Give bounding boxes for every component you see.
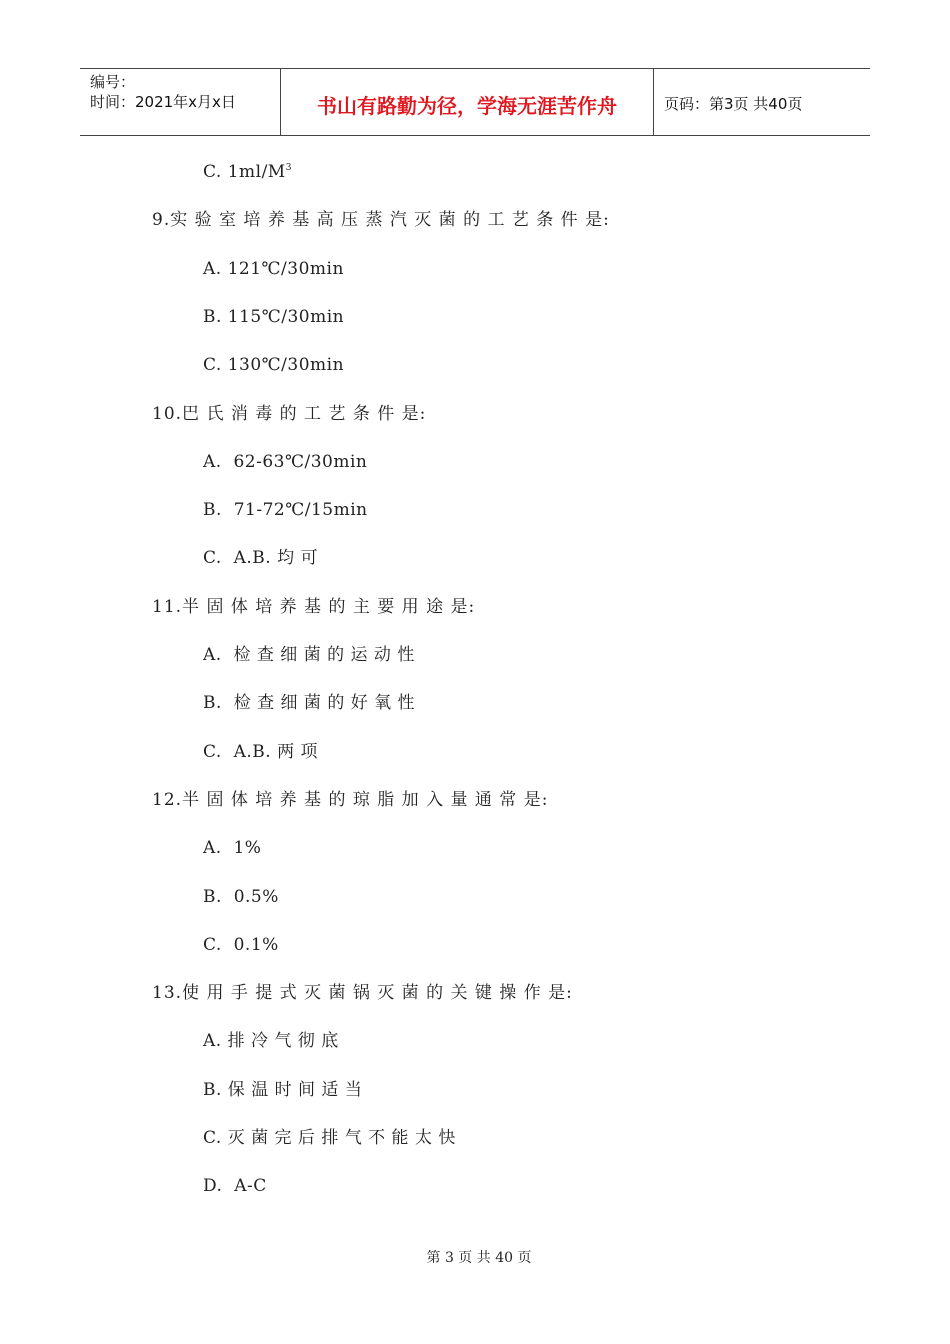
line-text: B. 115℃/30min: [203, 306, 345, 327]
header-page-info: 页码：第3页 共40页: [664, 94, 803, 113]
answer-option: [203, 354, 344, 376]
page-footer: 第 3 页 共 40 页: [426, 1250, 532, 1266]
line-text: C. 灭 菌 完 后 排 气 不 能 太 快: [203, 1128, 456, 1148]
line-text: B. 0.5%: [203, 886, 279, 907]
answer-option: [203, 934, 279, 956]
line-text: 9.实 验 室 培 养 基 高 压 蒸 汽 灭 菌 的 工 艺 条 件 是:: [152, 210, 610, 231]
answer-option: [203, 1079, 362, 1101]
answer-option: [203, 1030, 339, 1052]
line-text: A. 121℃/30min: [203, 258, 344, 279]
line-text: B. 保 温 时 间 适 当: [203, 1079, 363, 1100]
answer-option: [203, 258, 344, 280]
header-motto: 书山有路勤为径，学海无涯苦作舟: [281, 69, 654, 135]
header-time-label: 时间：2021年x月x日: [90, 93, 236, 111]
answer-option: [203, 1175, 267, 1197]
answer-option: [203, 306, 344, 328]
page-header: [80, 68, 870, 136]
line-text: A. 62-63℃/30min: [203, 451, 368, 472]
line-text: A. 检 查 细 菌 的 运 动 性: [203, 645, 415, 665]
question-text: [152, 596, 475, 618]
header-number-label: 编号：: [90, 73, 136, 91]
answer-option: [203, 499, 368, 521]
line-text: A. 1%: [203, 838, 262, 859]
answer-option: [203, 451, 367, 473]
answer-option: [203, 644, 415, 666]
answer-option: [203, 886, 279, 908]
line-text: 11.半 固 体 培 养 基 的 主 要 用 途 是:: [152, 596, 476, 617]
answer-option: [203, 837, 261, 859]
line-text: C. 1ml/M: [203, 162, 286, 182]
answer-option: [203, 741, 318, 763]
line-text: D. A-C: [203, 1176, 267, 1197]
line-text: B. 检 查 细 菌 的 好 氧 性: [203, 693, 416, 714]
line-text: B. 71-72℃/15min: [203, 500, 368, 521]
line-text: C. A.B. 两 项: [203, 741, 318, 762]
answer-option: [203, 1127, 456, 1149]
question-text: [152, 982, 573, 1004]
line-text: C. 130℃/30min: [203, 355, 345, 376]
line-text: 12.半 固 体 培 养 基 的 琼 脂 加 入 量 通 常 是:: [152, 789, 549, 810]
question-text: [152, 403, 426, 425]
line-text: C. A.B. 均 可: [203, 548, 318, 569]
answer-option: [203, 547, 318, 569]
question-text: [152, 789, 548, 811]
line-text: 13.使 用 手 提 式 灭 菌 锅 灭 菌 的 关 键 操 作 是:: [152, 983, 573, 1004]
superscript: 3: [285, 163, 292, 173]
line-text: A. 排 冷 气 彻 底: [203, 1031, 339, 1052]
question-text: [152, 209, 610, 231]
answer-option: [203, 161, 292, 183]
line-text: 10.巴 氏 消 毒 的 工 艺 条 件 是:: [152, 403, 427, 424]
answer-option: [203, 692, 415, 714]
header-meta: [80, 69, 281, 135]
line-text: C. 0.1%: [203, 934, 279, 955]
